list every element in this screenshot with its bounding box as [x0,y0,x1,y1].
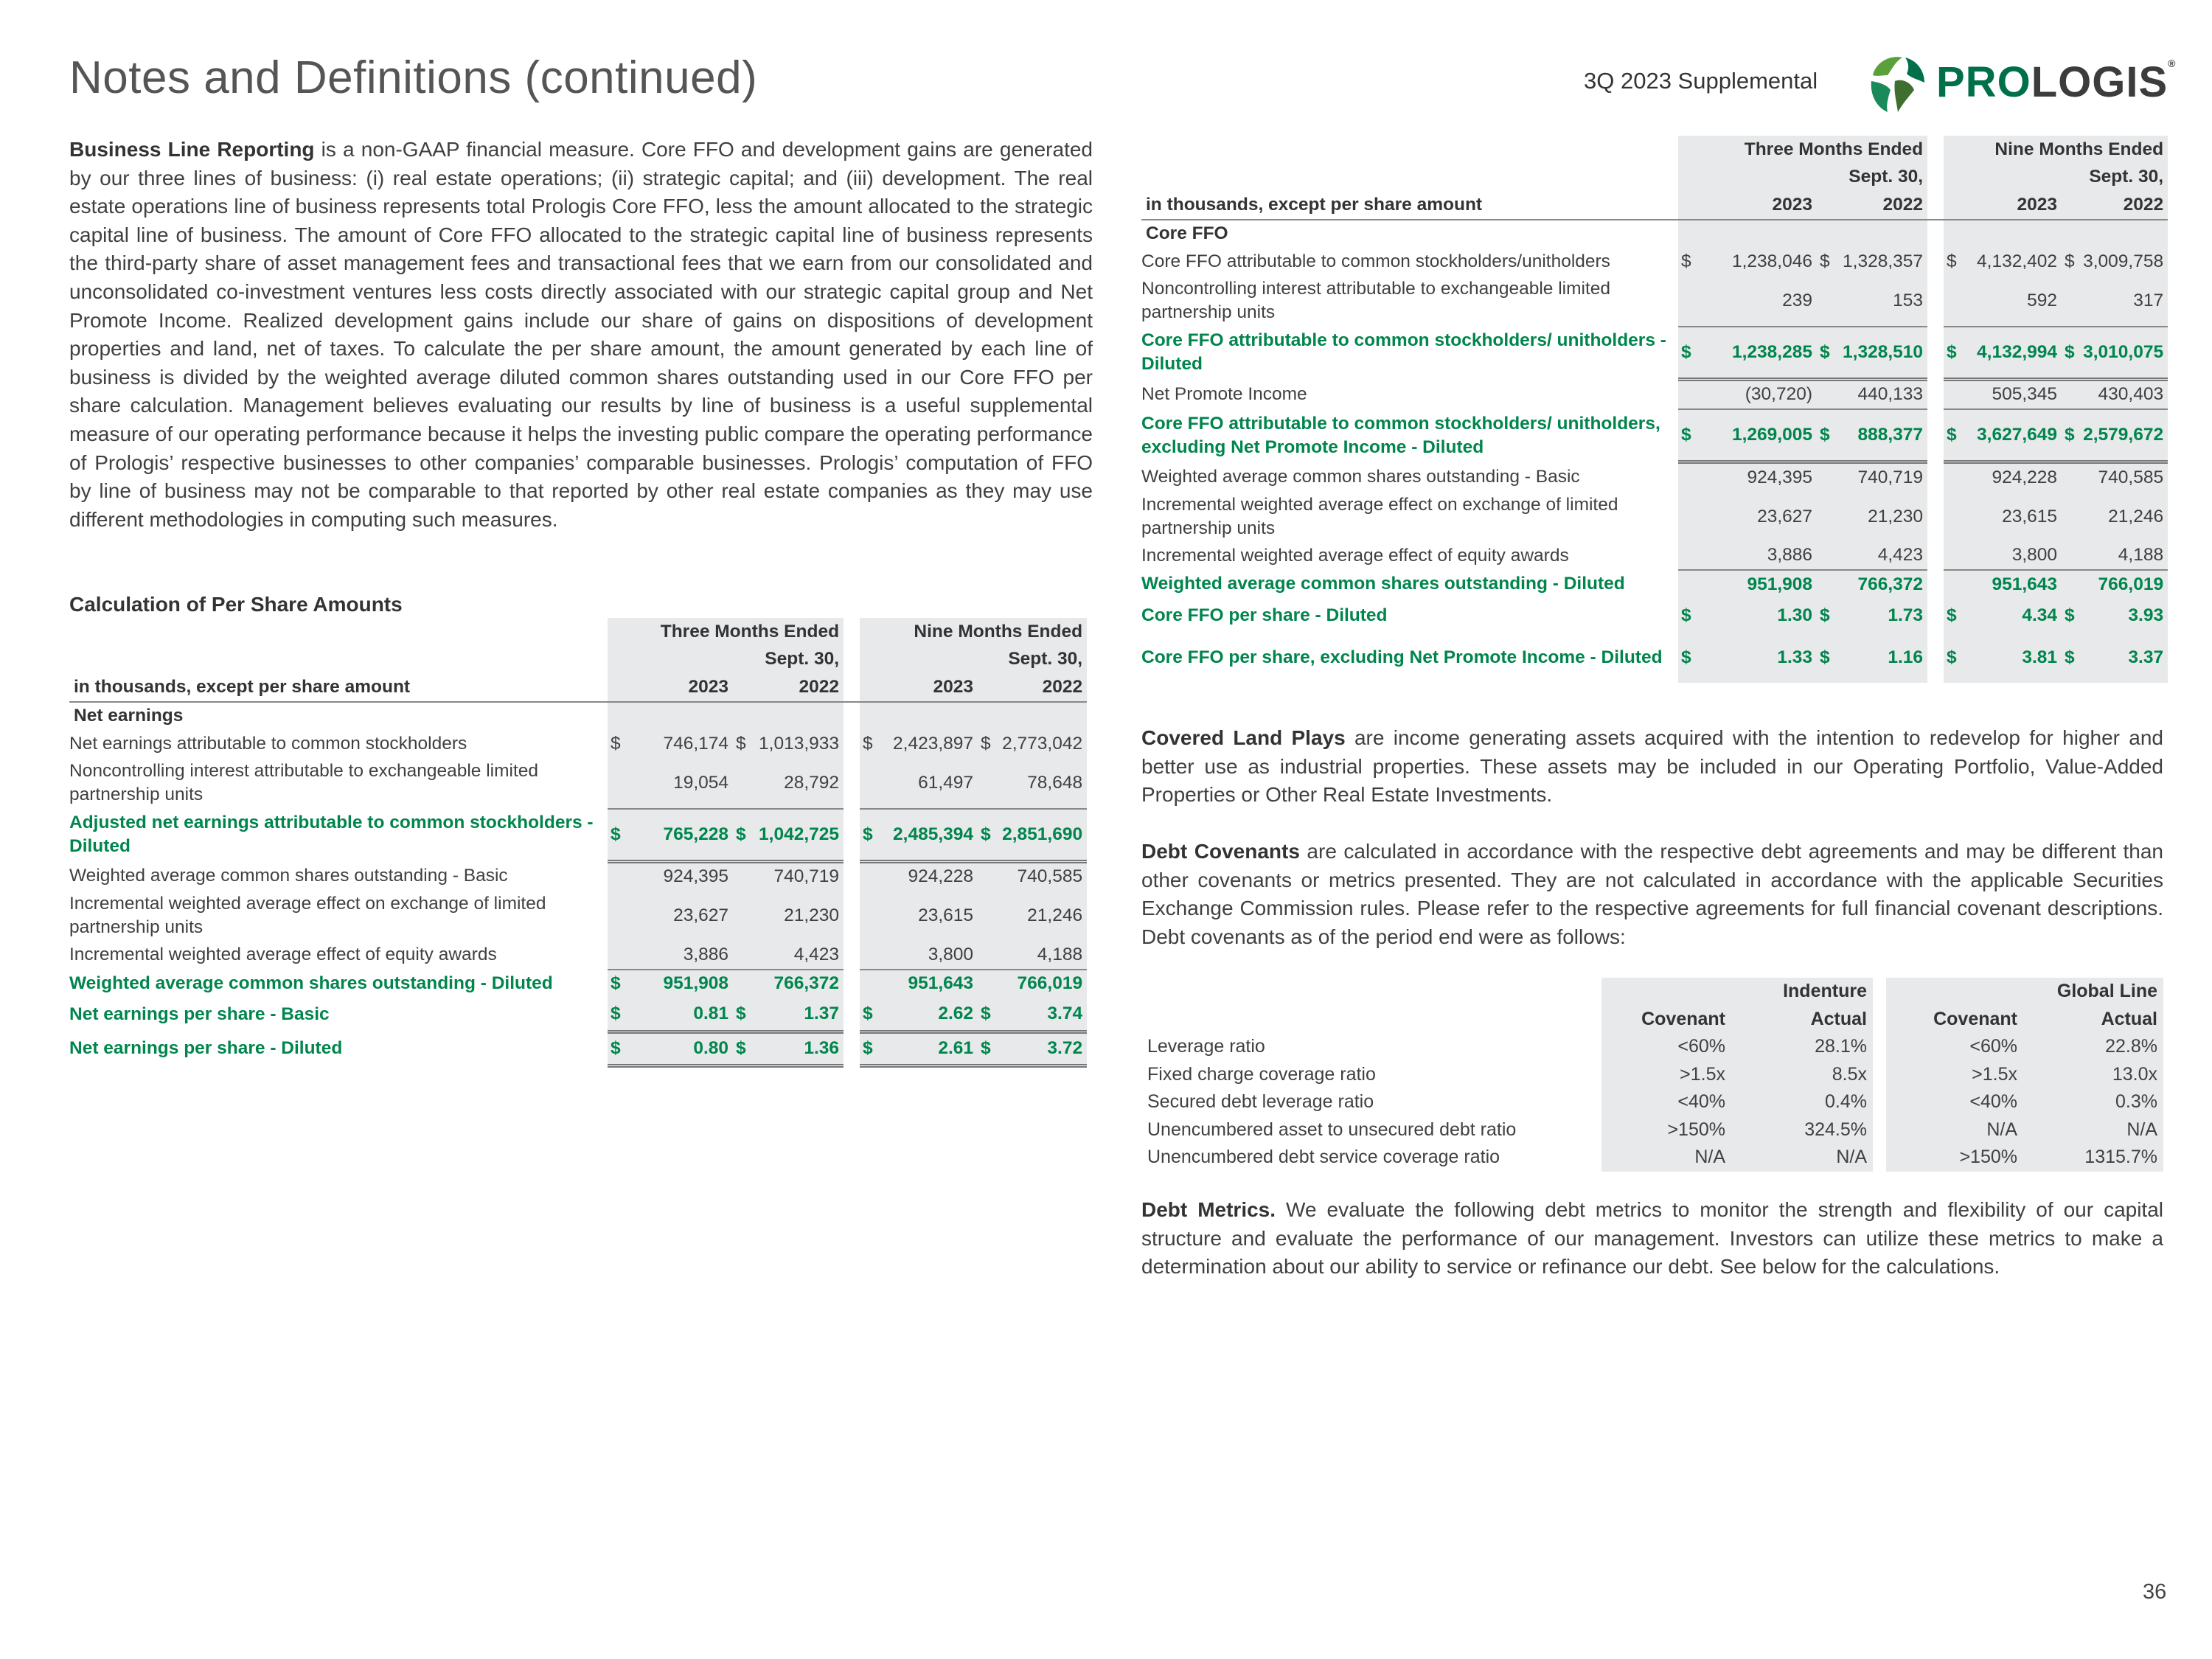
supplemental-label: 3Q 2023 Supplemental [1584,68,1818,94]
table-row: Core FFO attributable to common stockholders/ unitholders, excluding Net Promote Income - Diluted $ 1,269,005 $ 888,377 $ 3,627,649 $ 2,579,672 [1141,409,2168,462]
year-2022: 2022 [743,673,844,702]
table-row: Adjusted net earnings attributable to common stockholders - Diluted $ 765,228 $ 1,042,725 $ 2,485,394 $ 2,851,690 [69,809,1087,862]
business-line-term: Business Line Reporting [69,138,315,161]
table-row: Unencumbered asset to unsecured debt ratio >150% 324.5% N/A N/A [1141,1116,2163,1144]
table-row: Leverage ratio <60% 28.1% <60% 22.8% [1141,1033,2163,1061]
table-row: Noncontrolling interest attributable to exchangeable limited partnership units 239 153 592 317 [1141,276,2168,327]
sept-header: Sept. 30, [1944,164,2168,192]
year-2022: 2022 [988,673,1087,702]
actual-col: Actual [2023,1006,2163,1034]
page-title: Notes and Definitions (continued) [69,52,758,103]
table-row: Weighted average common shares outstanding - Diluted $ 951,908 766,372 951,643 766,019 [69,970,1087,998]
debt-covenants-term: Debt Covenants [1141,840,1300,863]
debt-metrics-paragraph: Debt Metrics. We evaluate the following debt metrics to monitor the strength and flexibility of our capital structure and evaluate the performance of our management. Investors can utilize these metrics to make a determination about our ability to service or refinance our debt. See below for the calculations. [1141,1198,2163,1279]
table-row: Secured debt leverage ratio <40% 0.4% <40% 0.3% [1141,1088,2163,1116]
debt-covenants-paragraph: Debt Covenants are calculated in accordance with the respective debt agreements and may be different than other covenants or metrics presented. They are not calculated in accordance with the applicable Securities Exchange Commission rules. Please refer to the respective agreements for full financial covenant descriptions. Debt covenants as of the period end were as follows: [1141,840,2163,948]
logo-wordmark: PROLOGIS® [1936,58,2177,106]
table-row: Weighted average common shares outstanding - Diluted 951,908 766,372 951,643 766,019 [1141,570,2168,599]
covered-land-term: Covered Land Plays [1141,726,1346,749]
calc-heading: Calculation of Per Share Amounts [69,593,403,616]
globe-logo-icon [1865,53,1927,115]
year-2022: 2022 [2072,191,2168,220]
nine-months-header: Nine Months Ended [1944,136,2168,164]
table-row: Unencumbered debt service coverage ratio N/A N/A >150% 1315.7% [1141,1144,2163,1172]
table-row: Core FFO per share, excluding Net Promote Income - Diluted $ 1.33 $ 1.16 $ 3.81 $ 3.37 [1141,633,2168,683]
page-number: 36 [2143,1580,2167,1604]
prologis-logo [1865,50,2183,118]
table-row: Core FFO per share - Diluted $ 1.30 $ 1.73 $ 4.34 $ 3.93 [1141,599,2168,633]
three-months-header: Three Months Ended [1678,136,1927,164]
global-line-header: Global Line [1886,978,2163,1006]
table-row: Net earnings attributable to common stockholders $ 746,174 $ 1,013,933 $ 2,423,897 $ 2,773,042 [69,730,1087,758]
nine-months-header: Nine Months Ended [860,618,1087,646]
units-label: in thousands, except per share amount [1141,191,1678,220]
table-row: Net earnings per share - Diluted $ 0.80 $ 1.36 $ 2.61 $ 3.72 [69,1032,1087,1065]
table-row: Weighted average common shares outstanding - Basic 924,395 740,719 924,228 740,585 [69,861,1087,891]
table-row: Noncontrolling interest attributable to exchangeable limited partnership units 19,054 28,792 61,497 78,648 [69,758,1087,809]
table-row: Net earnings per share - Basic $ 0.81 $ 1.37 $ 2.62 $ 3.74 [69,998,1087,1032]
covenant-col: Covenant [1601,1006,1731,1034]
year-2023: 2023 [1696,191,1817,220]
covenant-table [1141,978,2163,1172]
business-line-text: is a non-GAAP financial measure. Core FFO and development gains are generated by our three lines of business: (i) real estate operations; (ii) strategic capital; and (iii) development. The real estate operations line of business represents total Prologis Core FFO, less the amount allocated to the strategic capital line of business. The amount of Core FFO allocated to the strategic capital line of business represents the third-party share of asset management fees and transactional fees that we earn from our consolidated and unconsolidated co-investment ventures less costs directly associated with our strategic capital group and Net Promote Income. Realized development gains include our share of gains on dispositions of development properties and land, net of taxes. To calculate the per share amount, the amount generated by each line of business is divided by the weighted average diluted common shares outstanding used in our Core FFO per share calculation. Management believes evaluating our results by line of business is a useful supplemental measure of our operating performance because it helps the investing public compare the operating performance of Prologis’ respective businesses to other companies’ comparable businesses. Prologis’ computation of FFO by line of business may not be comparable to that reported by other real estate companies as they may use different methodologies in computing such measures. [69,138,1093,531]
net-earnings-table [69,618,1087,1068]
core-ffo-table [1141,136,2168,683]
three-months-header: Three Months Ended [608,618,844,646]
covenant-col: Covenant [1886,1006,2023,1034]
covered-land-paragraph: Covered Land Plays are income generating assets acquired with the intention to redevelop for higher and better use as industrial properties. These assets may be included in our Operating Portfolio, Value-Added Properties or Other Real Estate Investments. [1141,726,2164,807]
indenture-header: Indenture [1601,978,1873,1006]
units-label: in thousands, except per share amount [69,673,608,702]
table-row: Weighted average common shares outstanding - Basic 924,395 740,719 924,228 740,585 [1141,462,2168,492]
table-row: Incremental weighted average effect on exchange of limited partnership units 23,627 21,230 23,615 21,246 [1141,492,2168,542]
table-row: Incremental weighted average effect of equity awards 3,886 4,423 3,800 4,188 [1141,542,2168,571]
sept-header: Sept. 30, [1678,164,1927,192]
table-row: Core FFO attributable to common stockholders/ unitholders - Diluted $ 1,238,285 $ 1,328,510 $ 4,132,994 $ 3,010,075 [1141,327,2168,380]
actual-col: Actual [1731,1006,1873,1034]
year-2023: 2023 [877,673,978,702]
sept-header: Sept. 30, [860,646,1087,674]
table-row: Incremental weighted average effect on exchange of limited partnership units 23,627 21,230 23,615 21,246 [69,891,1087,941]
section-label: Net earnings [74,706,184,726]
section-label: Core FFO [1146,223,1228,244]
business-line-paragraph [69,136,1093,534]
year-2023: 2023 [625,673,733,702]
year-2022: 2022 [1827,191,1927,220]
sept-header: Sept. 30, [608,646,844,674]
table-row: Core FFO attributable to common stockholders/unitholders $ 1,238,046 $ 1,328,357 $ 4,132,402 $ 3,009,758 [1141,248,2168,276]
table-row: Fixed charge coverage ratio >1.5x 8.5x >1.5x 13.0x [1141,1061,2163,1089]
table-row: Incremental weighted average effect of equity awards 3,886 4,423 3,800 4,188 [69,941,1087,970]
debt-metrics-term: Debt Metrics. [1141,1198,1276,1221]
year-2023: 2023 [1961,191,2062,220]
table-row: Net Promote Income (30,720) 440,133 505,345 430,403 [1141,379,2168,409]
